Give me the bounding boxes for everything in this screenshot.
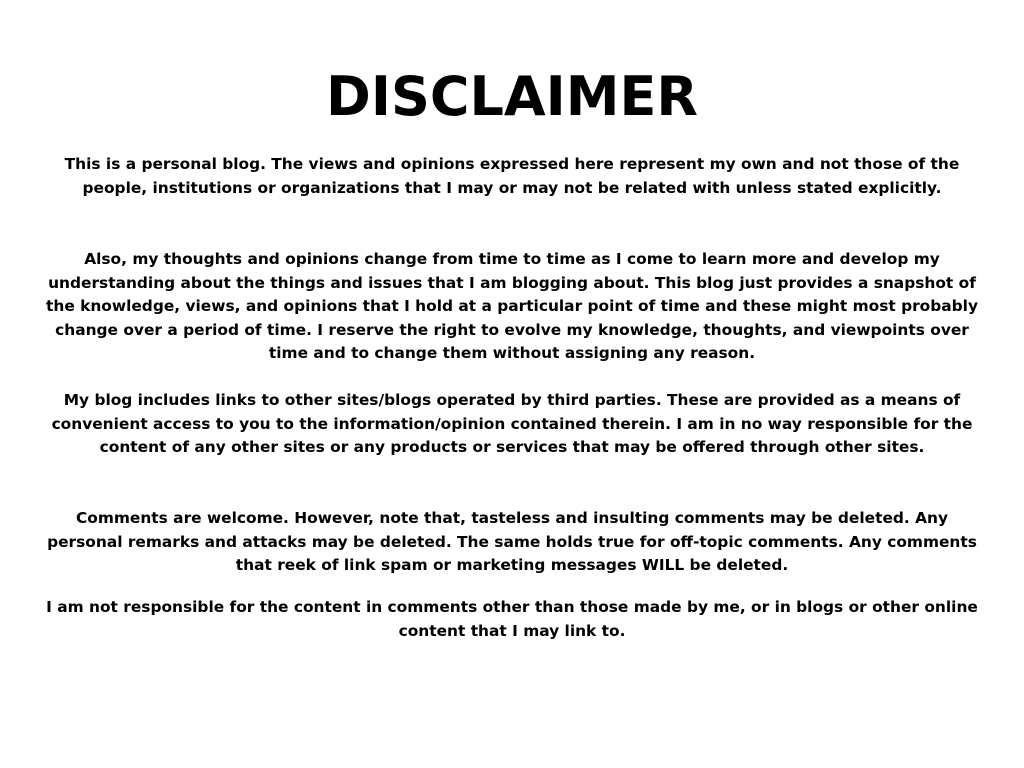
paragraph-opinions-change: Also, my thoughts and opinions change from time to time as I come to learn more and develop my understanding about the things and issues that I am blogging about. This blog just provides a snapshot of the knowledge, views, and opinions that I hold at a particular point of time and these might most probably change over a period of time. I reserve the right to evolve my knowledge, thoughts, and viewpoints over time and to change them without assigning any reason. (46, 250, 978, 362)
paragraph-comment-responsibility: I am not responsible for the content in comments other than those made by me, or in blogs or other online content that I may link to. (46, 598, 978, 640)
page-title: DISCLAIMER (326, 65, 698, 128)
paragraph-comments-policy: Comments are welcome. However, note that, tasteless and insulting comments may be deleted. Any personal remarks and attacks may be deleted. The same holds true for off-topic comments. Any comments that reek of link spam or marketing messages WILL be deleted. (47, 509, 977, 574)
paragraph-third-party-links: My blog includes links to other sites/blogs operated by third parties. These are provided as a means of convenient access to you to the information/opinion contained therein. I am in no way responsible for the content of any other sites or any products or services that may be offered through other sites. (51, 391, 973, 456)
paragraph-personal-blog: This is a personal blog. The views and opinions expressed here represent my own and not those of the people, institutions or organizations that I may or may not be related with unless stated explicitly. (64, 155, 960, 197)
